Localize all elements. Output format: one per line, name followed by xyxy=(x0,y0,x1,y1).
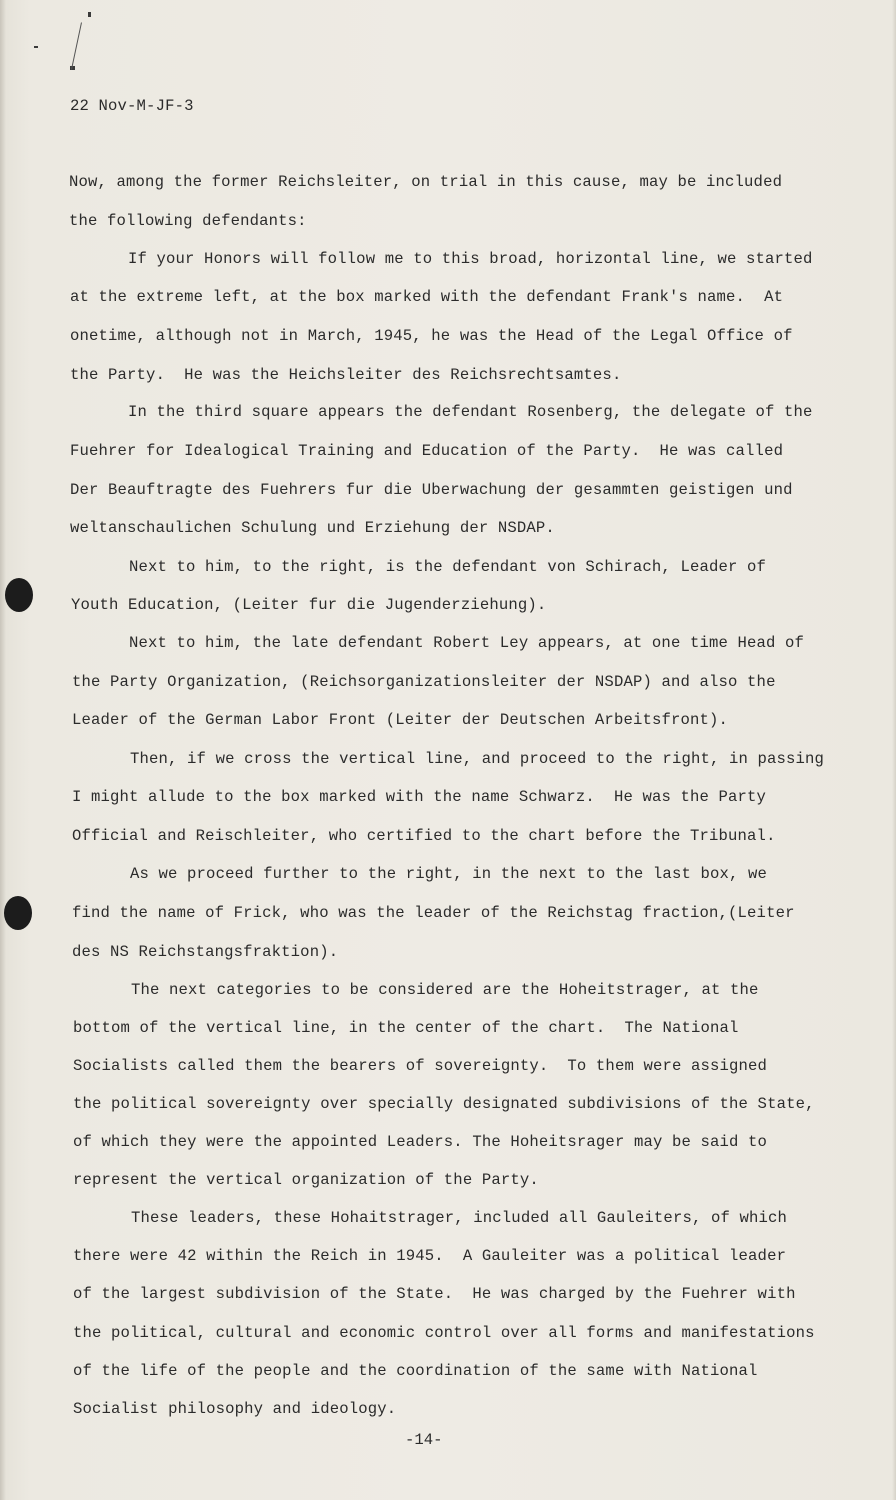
text-line: bottom of the vertical line, in the center of the chart. The National xyxy=(73,1019,739,1037)
text-line: Next to him, to the right, is the defendant von Schirach, Leader of xyxy=(129,558,767,576)
text-line: I might allude to the box marked with the name Schwarz. He was the Party xyxy=(72,788,767,806)
text-line: As we proceed further to the right, in the next to the last box, we xyxy=(130,865,768,883)
punch-hole xyxy=(5,578,33,612)
text-line: the political, cultural and economic control over all forms and manifestations xyxy=(73,1324,815,1342)
text-line: Socialists called them the bearers of sovereignty. To them were assigned xyxy=(73,1057,768,1075)
text-line: Der Beauftragte des Fuehrers fur die Uberwachung der gesammten geistigen und xyxy=(70,481,793,499)
text-line: Then, if we cross the vertical line, and proceed to the right, in passing xyxy=(130,750,825,768)
text-line: The next categories to be considered are the Hoheitstrager, at the xyxy=(131,981,759,999)
text-line: the Party. He was the Heichsleiter des Reichsrechtsamtes. xyxy=(70,366,622,384)
text-line: of the largest subdivision of the State. He was charged by the Fuehrer with xyxy=(73,1285,796,1303)
text-line: there were 42 within the Reich in 1945. A Gauleiter was a political leader xyxy=(73,1247,787,1265)
text-line: These leaders, these Hohaitstrager, included all Gauleiters, of which xyxy=(131,1209,788,1227)
text-line: of the life of the people and the coordination of the same with National xyxy=(73,1362,758,1380)
text-line: onetime, although not in March, 1945, he was the Head of the Legal Office of xyxy=(70,327,793,345)
text-line: Leader of the German Labor Front (Leiter der Deutschen Arbeitsfront). xyxy=(72,711,729,729)
text-line: Official and Reischleiter, who certified to the chart before the Tribunal. xyxy=(72,827,776,845)
text-line: Youth Education, (Leiter fur die Jugenderziehung). xyxy=(71,596,547,614)
punch-hole xyxy=(4,896,32,930)
text-line: find the name of Frick, who was the leader of the Reichstag fraction,(Leiter xyxy=(72,904,795,922)
text-line: If your Honors will follow me to this broad, horizontal line, we started xyxy=(128,250,813,268)
text-line: Socialist philosophy and ideology. xyxy=(73,1400,397,1418)
text-line: Next to him, the late defendant Robert Ley appears, at one time Head of xyxy=(129,634,805,652)
document-header-reference: 22 Nov-M-JF-3 xyxy=(70,97,194,115)
paper-right-edge xyxy=(892,0,896,1500)
text-line: the political sovereignty over specially designated subdivisions of the State, xyxy=(73,1095,815,1113)
text-line: In the third square appears the defendant Rosenberg, the delegate of the xyxy=(128,403,813,421)
text-line: represent the vertical organization of the Party. xyxy=(73,1171,539,1189)
ink-speck xyxy=(34,46,38,48)
text-line: des NS Reichstangsfraktion). xyxy=(72,943,339,961)
text-line: the Party Organization, (Reichsorganizationsleiter der NSDAP) and also the xyxy=(72,673,776,691)
text-line: Now, among the former Reichsleiter, on trial in this cause, may be included xyxy=(69,173,783,191)
text-line: weltanschaulichen Schulung und Erziehung der NSDAP. xyxy=(70,519,555,537)
pencil-mark xyxy=(71,22,82,69)
text-line: Fuehrer for Idealogical Training and Education of the Party. He was called xyxy=(70,442,784,460)
text-line: of which they were the appointed Leaders. The Hoheitsrager may be said to xyxy=(73,1133,768,1151)
page-number: -14- xyxy=(405,1431,443,1449)
ink-speck xyxy=(88,12,91,17)
text-line: at the extreme left, at the box marked with the defendant Frank's name. At xyxy=(70,288,784,306)
text-line: the following defendants: xyxy=(69,212,307,230)
paper-edge-shadow xyxy=(0,0,6,1500)
